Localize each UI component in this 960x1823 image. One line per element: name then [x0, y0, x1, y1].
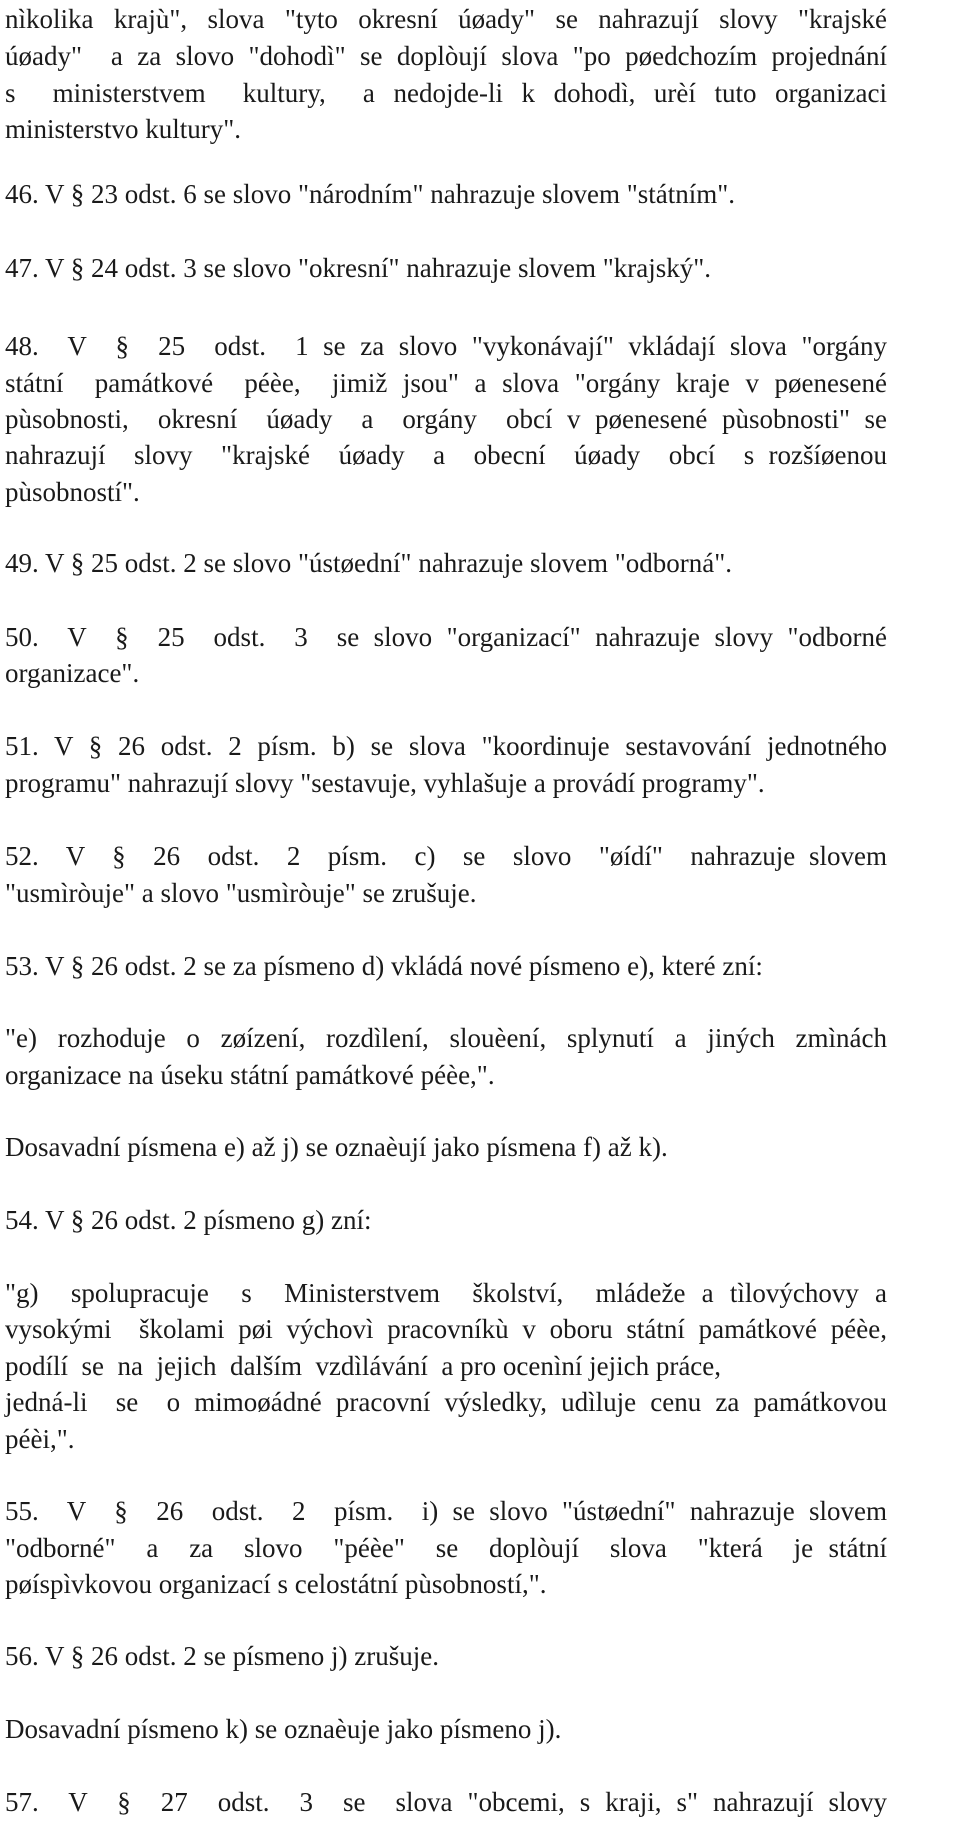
text-line: nahrazují slovy "krajské úøady a obecní úøady obcí s rozšíøenou [5, 440, 887, 470]
text-line: 48. V § 25 odst. 1 se za slovo "vykonávají" vkládají slova "orgány [5, 331, 887, 361]
text-line: 52. V § 26 odst. 2 písm. c) se slovo "øídí" nahrazuje slovem [5, 841, 887, 871]
text-line: 49. V § 25 odst. 2 se slovo "ústøední" nahrazuje slovem "odborná". [5, 548, 733, 578]
text-line: "usmìròuje" a slovo "usmìròuje" se zrušuje. [5, 878, 477, 908]
text-line: "odborné" a za slovo "péèe" se doplòují slova "která je státní [5, 1533, 887, 1563]
text-line: 54. V § 26 odst. 2 písmeno g) zní: [5, 1205, 372, 1235]
text-line: úøady" a za slovo "dohodì" se doplòují slova "po pøedchozím projednání [5, 41, 887, 71]
text-line: jedná-li se o mimoøádné pracovní výsledky, udìluje cenu za památkovou [5, 1387, 887, 1417]
text-line: 57. V § 27 odst. 3 se slova "obcemi, s kraji, s" nahrazují slovy [5, 1787, 887, 1817]
text-line: pùsobnosti, okresní úøady a orgány obcí v pøenesené pùsobnosti" se [5, 404, 887, 434]
text-line: podílí se na jejich dalším vzdìlávání a pro ocenìní jejich práce, [5, 1351, 722, 1381]
text-line: organizace". [5, 658, 140, 688]
text-line: 53. V § 26 odst. 2 se za písmeno d) vkládá nové písmeno e), které zní: [5, 951, 763, 981]
text-line: programu" nahrazují slovy "sestavuje, vyhlašuje a provádí programy". [5, 768, 765, 798]
text-line: Dosavadní písmeno k) se oznaèuje jako písmeno j). [5, 1714, 562, 1744]
text-line: nìkolika krajù", slova "tyto okresní úøady" se nahrazují slovy "krajské [5, 4, 887, 34]
text-line: "g) spolupracuje s Ministerstvem školství, mládeže a tìlovýchovy a [5, 1278, 887, 1308]
text-line: 50. V § 25 odst. 3 se slovo "organizací" nahrazuje slovy "odborné [5, 622, 887, 652]
text-line: organizace na úseku státní památkové péèe,". [5, 1060, 495, 1090]
text-line: 56. V § 26 odst. 2 se písmeno j) zrušuje. [5, 1641, 439, 1671]
text-line: 46. V § 23 odst. 6 se slovo "národním" nahrazuje slovem "státním". [5, 179, 736, 209]
text-line: péèi,". [5, 1424, 75, 1454]
text-line: s ministerstvem kultury, a nedojde-li k dohodì, urèí tuto organizaci [5, 78, 887, 108]
text-line: 51. V § 26 odst. 2 písm. b) se slova "koordinuje sestavování jednotného [5, 731, 887, 761]
text-line: státní památkové péèe, jimiž jsou" a slova "orgány kraje v pøenesené [5, 368, 887, 398]
text-line: 47. V § 24 odst. 3 se slovo "okresní" nahrazuje slovem "krajský". [5, 253, 712, 283]
text-line: vysokými školami pøi výchovì pracovníkù v oboru státní památkové péèe, [5, 1314, 887, 1344]
text-line: 55. V § 26 odst. 2 písm. i) se slovo "ústøední" nahrazuje slovem [5, 1496, 887, 1526]
text-line: pøíspìvkovou organizací s celostátní pùsobností,". [5, 1569, 547, 1599]
text-line: "e) rozhoduje o zøízení, rozdìlení, slouèení, splynutí a jiných zmìnách [5, 1023, 887, 1053]
text-line: ministerstvo kultury". [5, 114, 242, 144]
text-line: pùsobností". [5, 477, 140, 507]
text-line: Dosavadní písmena e) až j) se oznaèují jako písmena f) až k). [5, 1132, 668, 1162]
